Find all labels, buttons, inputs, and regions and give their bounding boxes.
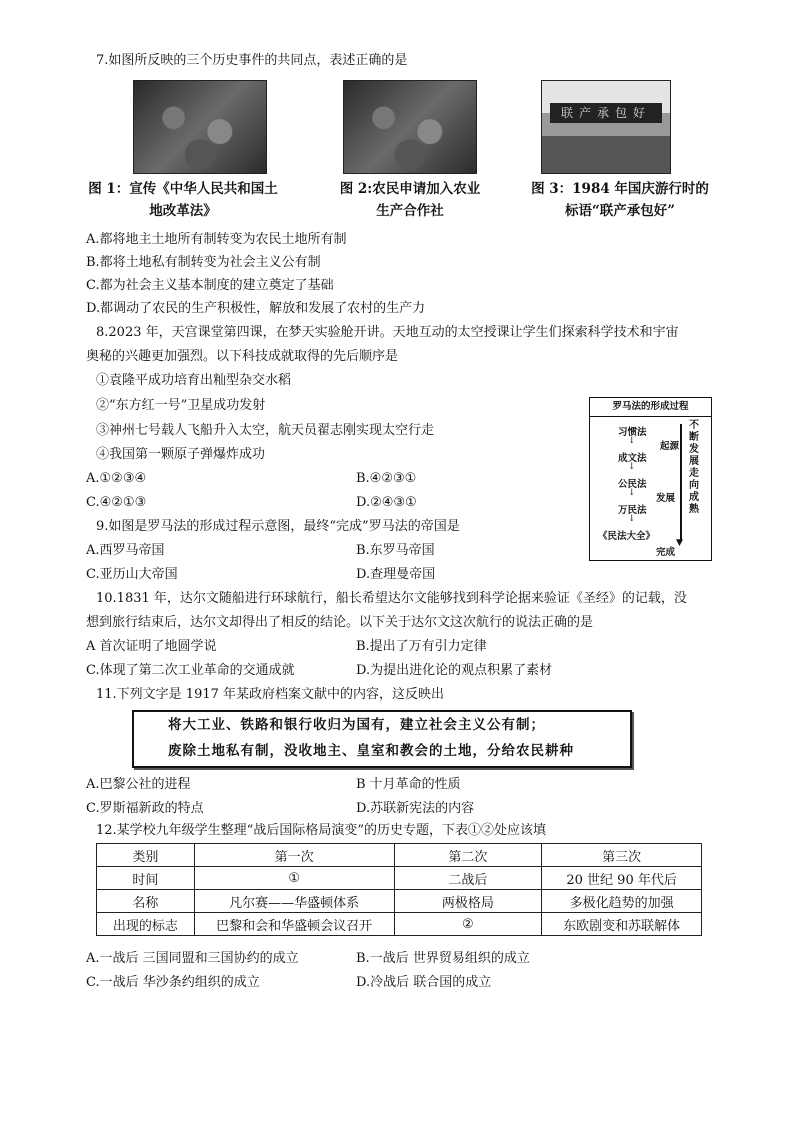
table-cell: 类别: [97, 844, 195, 867]
q12-option-c: C.一战后 华沙条约组织的成立: [86, 975, 260, 990]
diagram-node-law-of-nations: 万民法: [618, 505, 647, 516]
q7-option-a: A.都将地主土地所有制转变为农民土地所有制: [86, 232, 347, 247]
fig3-caption-line2: 标语“联产承包好”: [564, 203, 676, 219]
diagram-label-complete: 完成: [656, 547, 676, 558]
q8-item-4: ④我国第一颗原子弹爆炸成功: [96, 447, 266, 462]
q8-item-1: ①袁隆平成功培育出籼型杂交水稻: [96, 373, 292, 388]
fig2-caption-line2: 生产合作社: [376, 203, 444, 219]
table-cell: 凡尔赛——华盛顿体系: [194, 890, 394, 913]
q10-stem-line1: 10.1831 年，达尔文随船进行环球航行，船长希望达尔文能够找到科学论据来验证《圣经》的记载，没: [96, 591, 687, 606]
q9-stem: 9.如图是罗马法的形成过程示意图，最终“完成”罗马法的帝国是: [96, 519, 460, 534]
table-row: [97, 867, 702, 890]
roman-law-diagram: [589, 397, 712, 561]
q11-quote-line2: 废除土地私有制，没收地主、皇室和教会的土地，分给农民耕种: [168, 743, 574, 759]
arrow-down-icon: ↓: [628, 514, 636, 524]
fig3-photo: [541, 80, 671, 174]
q10-option-c: C.体现了第二次工业革命的交通成就: [86, 663, 295, 678]
table-cell: 时间: [97, 867, 195, 890]
q10-option-b: B.提出了万有引力定律: [356, 639, 487, 654]
diagram-node-corpus: 《民法大全》: [598, 531, 656, 542]
q10-option-d: D.为提出进化论的观点积累了素材: [356, 663, 553, 678]
q9-option-d: D.查理曼帝国: [356, 567, 436, 582]
q11-option-d: D.苏联新宪法的内容: [356, 801, 475, 816]
q7-option-b: B.都将土地私有制转变为社会主义公有制: [86, 255, 321, 270]
table-cell: 巴黎和会和华盛顿会议召开: [194, 913, 394, 936]
q11-stem: 11.下列文字是 1917 年某政府档案文献中的内容，这反映出: [96, 687, 445, 702]
q11-option-b: B 十月革命的性质: [356, 777, 461, 792]
q12-table: [96, 843, 702, 936]
q9-option-c: C.亚历山大帝国: [86, 567, 178, 582]
arrow-down-icon: ↓: [628, 436, 636, 446]
table-cell: 二战后: [394, 867, 542, 890]
table-cell: ①: [194, 867, 394, 890]
fig1-caption-line1: 图 1：宣传《中华人民共和国土: [88, 181, 278, 197]
diagram-label-origin: 起源: [660, 441, 680, 452]
diagram-side-text: 不断发展走向成熟: [689, 420, 699, 515]
q9-option-b: B.东罗马帝国: [356, 543, 435, 558]
fig2-caption: [318, 178, 502, 222]
q12-stem: 12.某学校九年级学生整理“战后国际格局演变”的历史专题，下表①②处应该填: [96, 823, 546, 838]
q11-quote-box: [132, 710, 632, 768]
diagram-label-develop: 发展: [656, 493, 676, 504]
q10-option-a: A 首次证明了地圆学说: [86, 639, 217, 654]
diagram-node-civil-law: 公民法: [618, 479, 647, 490]
table-cell: 东欧剧变和苏联解体: [542, 913, 702, 936]
q8-item-3: ③神州七号载人飞船升入太空，航天员翟志刚实现太空行走: [96, 423, 435, 438]
q7-stem: 7.如图所反映的三个历史事件的共同点，表述正确的是: [96, 53, 408, 68]
diagram-title: 罗马法的形成过程: [590, 398, 711, 417]
q9-option-a: A.西罗马帝国: [86, 543, 165, 558]
q8-item-2: ②“东方红一号”卫星成功发射: [96, 398, 266, 413]
table-cell: 20 世纪 90 年代后: [542, 867, 702, 890]
arrow-down-icon: ↓: [628, 488, 636, 498]
table-cell: 两极格局: [394, 890, 542, 913]
table-cell: 多极化趋势的加强: [542, 890, 702, 913]
q12-option-d: D.冷战后 联合国的成立: [356, 975, 492, 990]
arrow-down-icon: ↓: [628, 462, 636, 472]
q7-option-c: C.都为社会主义基本制度的建立奠定了基础: [86, 278, 334, 293]
fig3-caption-line1: 图 3：1984 年国庆游行时的: [531, 181, 709, 197]
q8-option-b: B.④②③①: [356, 471, 417, 486]
fig1-caption: [72, 178, 294, 222]
q8-stem-line2: 奥秘的兴趣更加强烈。以下科技成就取得的先后顺序是: [86, 349, 399, 364]
q8-option-c: C.④②①③: [86, 495, 147, 510]
table-cell: ②: [394, 913, 542, 936]
table-row: [97, 913, 702, 936]
q11-quote-line1: 将大工业、铁路和银行收归为国有，建立社会主义公有制；: [168, 717, 545, 733]
fig1-photo: [133, 80, 267, 174]
table-cell: 出现的标志: [97, 913, 195, 936]
table-cell: 第二次: [394, 844, 542, 867]
table-cell: 第三次: [542, 844, 702, 867]
arrow-down-icon: ▼: [676, 538, 683, 548]
table-cell: 第一次: [194, 844, 394, 867]
diagram-node-written-law: 成文法: [618, 453, 647, 464]
q12-option-b: B.一战后 世界贸易组织的成立: [356, 951, 530, 966]
q11-option-c: C.罗斯福新政的特点: [86, 801, 204, 816]
q8-option-d: D.②④③①: [356, 495, 417, 510]
fig1-caption-line2: 地改革法》: [149, 203, 217, 219]
fig3-caption: [518, 178, 722, 222]
diagram-side-line: [680, 424, 682, 542]
q7-option-d: D.都调动了农民的生产积极性，解放和发展了农村的生产力: [86, 301, 426, 316]
fig3-banner: 联产承包好: [550, 103, 662, 123]
q8-option-a: A.①②③④: [86, 471, 147, 486]
q12-option-a: A.一战后 三国同盟和三国协约的成立: [86, 951, 299, 966]
fig2-photo: [343, 80, 477, 174]
q8-stem-line1: 8.2023 年，天宫课堂第四课，在梦天实验舱开讲。天地互动的太空授课让学生们探索科学技术和宇宙: [96, 325, 679, 340]
diagram-node-custom-law: 习惯法: [618, 427, 647, 438]
table-row: [97, 890, 702, 913]
q10-stem-line2: 想到旅行结束后，达尔文却得出了相反的结论。以下关于达尔文这次航行的说法正确的是: [86, 615, 594, 630]
q11-option-a: A.巴黎公社的进程: [86, 777, 191, 792]
fig2-caption-line1: 图 2:农民申请加入农业: [339, 181, 481, 197]
table-row: [97, 844, 702, 867]
table-cell: 名称: [97, 890, 195, 913]
